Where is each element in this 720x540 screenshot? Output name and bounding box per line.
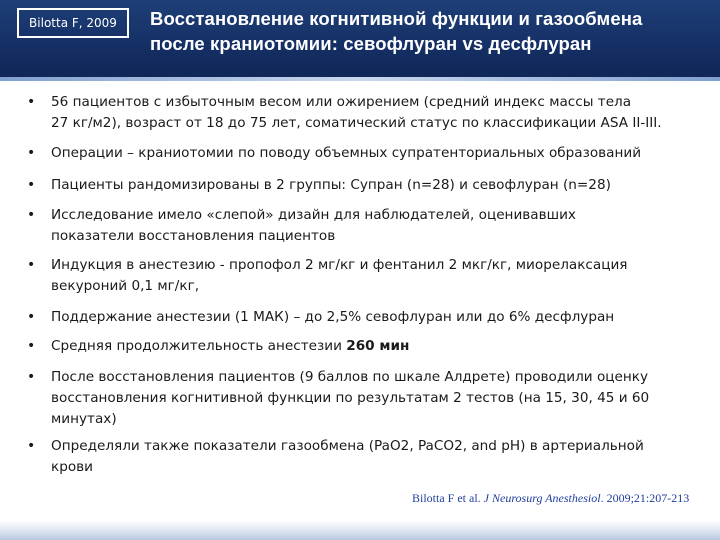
list-item-line: Исследование имело «слепой» дизайн для наблюдателей, оценивавших: [51, 207, 576, 223]
list-item-line: Определяли также показатели газообмена (PaO2, PaCO2, and pH) в артериальной: [51, 438, 644, 454]
author-tag: Bilotta F, 2009: [17, 8, 129, 38]
citation-journal: J Neurosurg Anesthesiol: [483, 491, 601, 505]
list-item-text: [51, 205, 701, 247]
list-item-line: восстановления когнитивной функции по результатам 2 тестов (на 15, 30, 45 и 60: [51, 390, 650, 406]
list-item-line: векуроний 0,1 мг/кг,: [51, 278, 200, 294]
list-item-line: 27 кг/м2), возраст от 18 до 75 лет, соматический статус по классификации ASA II-III.: [51, 115, 662, 131]
bullet-marker: •: [27, 177, 36, 193]
bullet-marker: •: [27, 338, 36, 354]
list-item-line: Индукция в анестезию - пропофол 2 мг/кг и фентанил 2 мкг/кг, миорелаксация: [51, 257, 628, 273]
list-item-text: [51, 255, 701, 297]
list-item-line: [51, 336, 701, 357]
list-item-line: Поддержание анестезии (1 МАК) – до 2,5% севофлуран или до 6% десфлуран: [51, 309, 615, 325]
bullet-marker: •: [27, 94, 36, 110]
citation: [412, 491, 689, 506]
list-item-text: [51, 307, 701, 328]
list-item-line: Пациенты рандомизированы в 2 группы: Супран (n=28) и севофлуран (n=28): [51, 177, 611, 193]
duration-label: Средняя продолжительность анестезии: [51, 338, 347, 354]
list-item-text: [51, 92, 701, 134]
list-item-line: крови: [51, 459, 94, 475]
duration-value: 260 мин: [346, 338, 410, 354]
header-divider: [0, 77, 720, 81]
bullet-marker: •: [27, 438, 36, 454]
list-item-text: [51, 175, 701, 196]
list-item-text: [51, 367, 701, 430]
list-item-text: [51, 436, 701, 478]
bullet-marker: •: [27, 207, 36, 223]
title-line-1: Восстановление когнитивной функции и газообмена: [150, 8, 643, 29]
list-item-text: [51, 143, 701, 164]
bullet-marker: •: [27, 145, 36, 161]
bullet-marker: •: [27, 309, 36, 325]
bullet-marker: •: [27, 257, 36, 273]
citation-authors: Bilotta F et al.: [412, 491, 484, 505]
list-item-text: [51, 336, 701, 357]
list-item-line: После восстановления пациентов (9 баллов по шкале Алдрете) проводили оценку: [51, 369, 649, 385]
list-item-line: минутах): [51, 411, 117, 427]
title-line-2: после краниотомии: севофлуран vs десфлуран: [150, 33, 592, 54]
bullet-marker: •: [27, 369, 36, 385]
list-item-line: 56 пациентов с избыточным весом или ожирением (средний индекс массы тела: [51, 94, 632, 110]
citation-details: . 2009;21:207-213: [600, 491, 690, 505]
footer-band: [0, 520, 720, 540]
slide-title: [150, 6, 710, 56]
list-item-line: Операции – краниотомии по поводу объемных супратенториальных образований: [51, 145, 642, 161]
list-item-line: показатели восстановления пациентов: [51, 228, 336, 244]
